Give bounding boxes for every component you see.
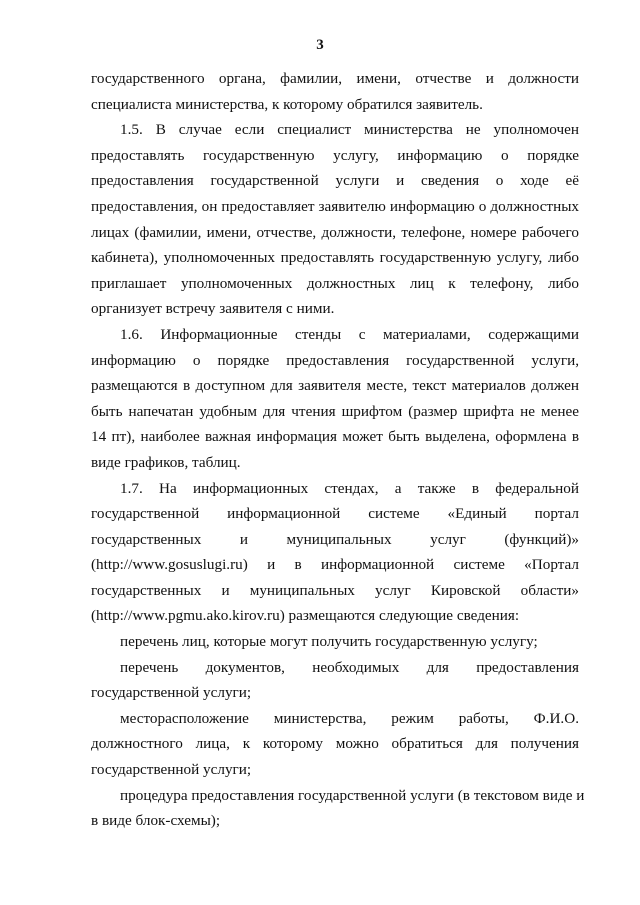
text-line: государственной услуги;: [91, 684, 252, 702]
text-line: 1.7. На информационных стендах, а также в федеральной: [120, 479, 579, 497]
text-line: 14 пт), наиболее важная информация может быть выделена, оформлена в: [91, 428, 579, 446]
text-line: государственных и муниципальных услуг Кировской области»: [91, 581, 579, 599]
text-line: приглашает уполномоченных должностных лиц к телефону, либо: [91, 274, 579, 292]
text-line: специалиста министерства, к которому обратился заявитель.: [91, 95, 483, 113]
text-line: государственной услуги;: [91, 761, 252, 779]
document-body: [91, 66, 585, 834]
text-line: лицах (фамилии, имени, отчестве, должности, телефоне, номере рабочего: [91, 223, 579, 241]
text-line: государственной информационной системе «Единый портал: [91, 505, 579, 523]
text-line: предоставления государственной услуги и сведения о ходе её: [91, 172, 579, 190]
text-line: перечень лиц, которые могут получить государственную услугу;: [120, 633, 538, 651]
text-line: в виде блок-схемы);: [91, 812, 221, 830]
text-line: 1.5. В случае если специалист министерства не уполномочен: [120, 121, 579, 139]
text-line: предоставления, он предоставляет заявителю информацию о должностных: [91, 197, 579, 215]
text-line: государственного органа, фамилии, имени, отчестве и должности: [91, 70, 579, 87]
text-line: размещаются в доступном для заявителя месте, текст материалов должен: [91, 377, 579, 395]
text-line: быть напечатан удобным для чтения шрифтом (размер шрифта не менее: [91, 402, 579, 420]
text-line: информацию о порядке предоставления государственной услуги,: [91, 351, 579, 369]
text-line: (http://www.gosuslugi.ru) и в информационной системе «Портал: [91, 556, 579, 574]
text-line: перечень документов, необходимых для предоставления: [120, 658, 579, 676]
text-line: (http://www.pgmu.ako.kirov.ru) размещаются следующие сведения:: [91, 607, 520, 625]
text-line: организует встречу заявителя с ними.: [91, 300, 335, 318]
text-line: месторасположение министерства, режим работы, Ф.И.О.: [120, 709, 579, 727]
text-line: 1.6. Информационные стенды с материалами, содержащими: [120, 325, 579, 343]
text-line: предоставлять государственную услугу, информацию о порядке: [91, 146, 579, 164]
text-line: процедура предоставления государственной услуги (в текстовом виде и: [120, 786, 585, 804]
text-line: виде графиков, таблиц.: [91, 453, 241, 471]
text-line: должностного лица, к которому можно обратиться для получения: [91, 735, 579, 753]
text-line: государственных и муниципальных услуг (функций)»: [91, 530, 579, 548]
text-line: кабинета), уполномоченных предоставлять государственную услугу, либо: [91, 249, 579, 267]
page-number: 3: [316, 37, 324, 53]
